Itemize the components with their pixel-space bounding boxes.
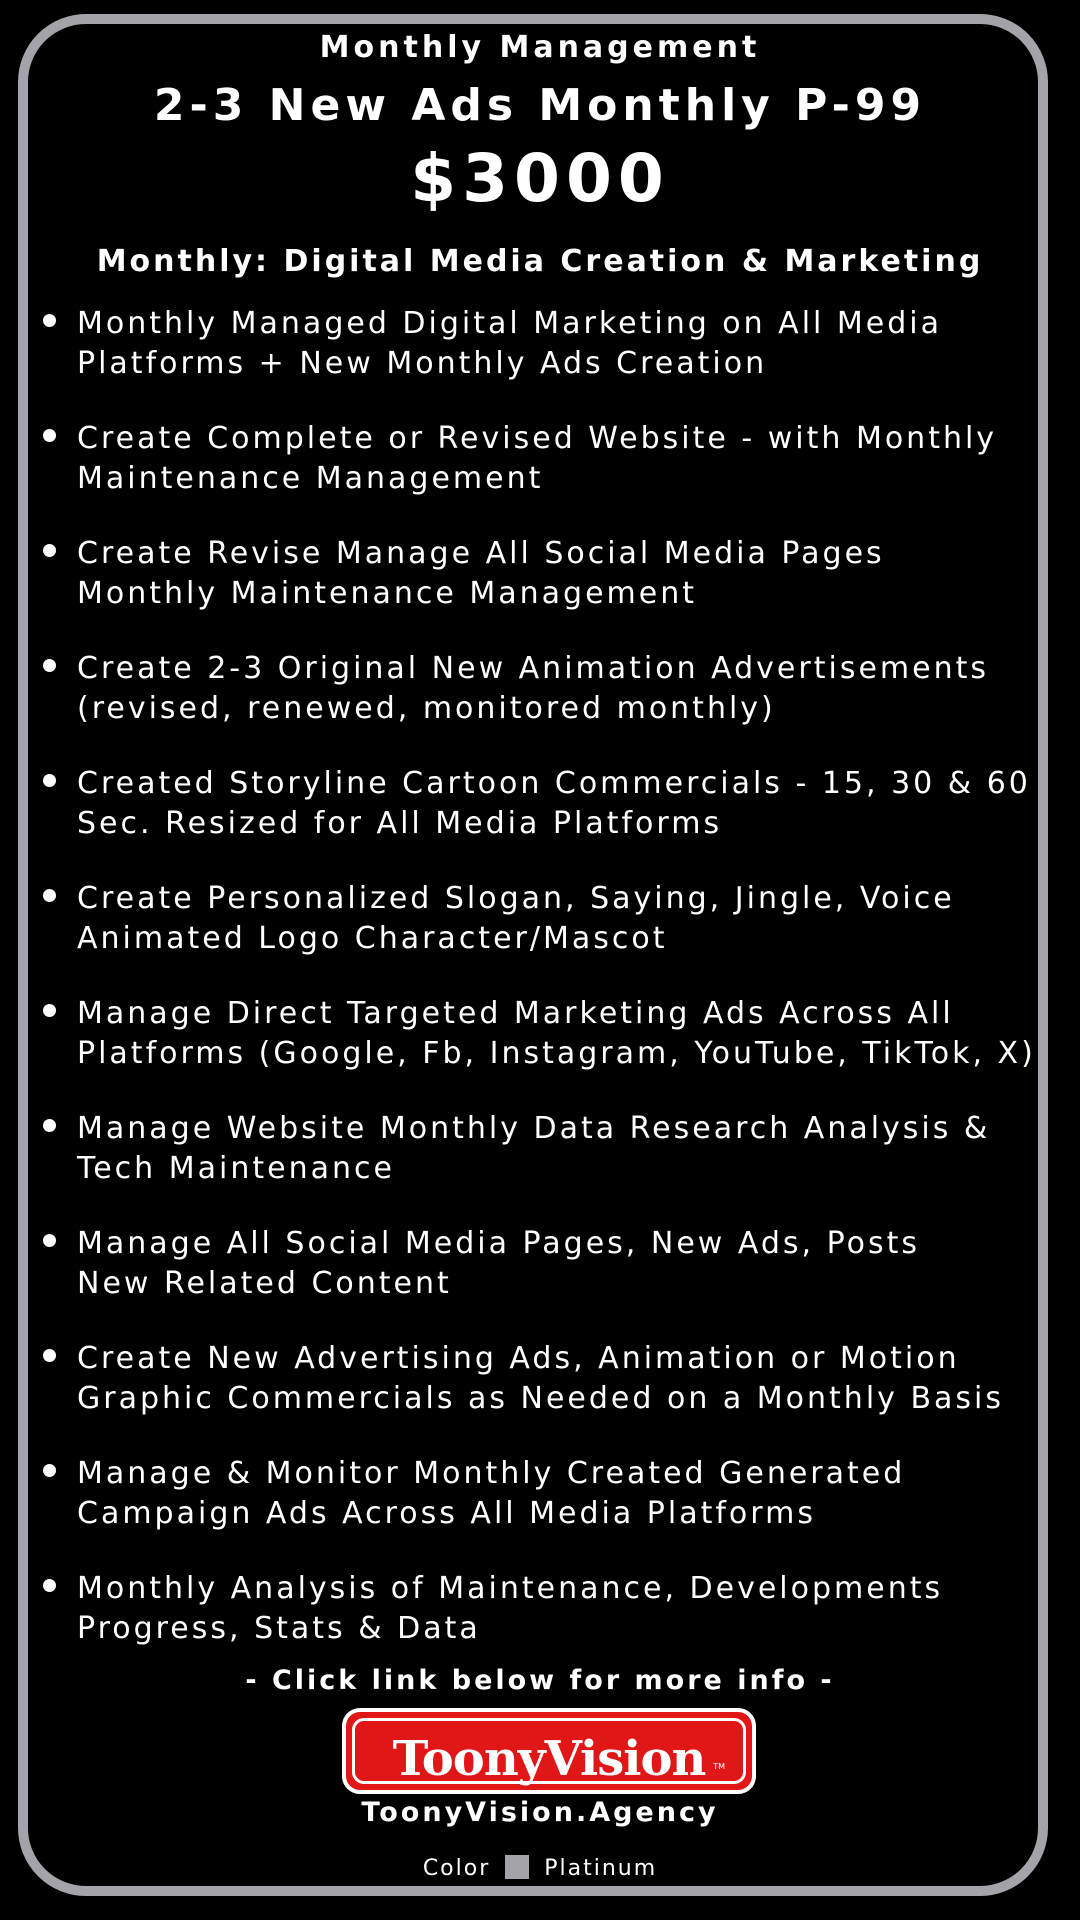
feature-item-advertising-ads	[40, 1339, 1050, 1454]
feature-line: Created Storyline Cartoon Commercials - 15, 30 & 60	[77, 766, 1031, 801]
logo-wordmark: ToonyVision	[392, 1731, 706, 1787]
trademark-mark: TM	[713, 1762, 725, 1771]
plan-subheading: Monthly: Digital Media Creation & Marketing	[96, 244, 984, 279]
feature-line: Tech Maintenance	[77, 1151, 395, 1186]
feature-line: Sec. Resized for All Media Platforms	[77, 806, 723, 841]
bullet-icon	[43, 1119, 56, 1132]
feature-line: Monthly Managed Digital Marketing on All Media	[77, 306, 943, 341]
feature-line: Monthly Maintenance Management	[77, 576, 698, 611]
logo-inner-border	[352, 1718, 746, 1787]
feature-line: Progress, Stats & Data	[77, 1611, 481, 1646]
feature-line: Maintenance Management	[77, 461, 544, 496]
feature-line: Animated Logo Character/Mascot	[77, 921, 668, 956]
feature-line: Platforms + New Monthly Ads Creation	[77, 346, 768, 381]
feature-line: New Related Content	[77, 1266, 452, 1301]
toonyvision-logo[interactable]	[342, 1708, 756, 1794]
feature-line: Manage All Social Media Pages, New Ads, Posts	[77, 1226, 920, 1261]
bullet-icon	[43, 429, 56, 442]
feature-item-campaign-monitoring	[40, 1454, 1050, 1569]
feature-line: Monthly Analysis of Maintenance, Developments	[77, 1571, 944, 1606]
feature-item-digital-marketing	[40, 304, 1050, 419]
plan-price: $3000	[410, 140, 670, 217]
feature-line: Create Complete or Revised Website - with Monthly	[77, 421, 998, 456]
bullet-icon	[43, 889, 56, 902]
more-info-cta: - Click link below for more info -	[245, 1665, 835, 1696]
feature-line: (revised, renewed, monitored monthly)	[77, 691, 776, 726]
plan-headline: 2-3 New Ads Monthly P-99	[153, 80, 927, 131]
feature-item-social-pages	[40, 534, 1050, 649]
bullet-icon	[43, 774, 56, 787]
color-footer	[0, 1855, 1080, 1881]
feature-line: Manage Direct Targeted Marketing Ads Across All	[77, 996, 954, 1031]
feature-line: Create New Advertising Ads, Animation or Motion	[77, 1341, 960, 1376]
feature-item-slogan-mascot	[40, 879, 1050, 994]
bullet-icon	[43, 1579, 56, 1592]
feature-item-animation-ads	[40, 649, 1050, 764]
bullet-icon	[43, 1349, 56, 1362]
bullet-icon	[43, 544, 56, 557]
feature-item-social-content	[40, 1224, 1050, 1339]
feature-line: Manage & Monitor Monthly Created Generated	[77, 1456, 906, 1491]
color-label: Color	[422, 1856, 491, 1881]
feature-line: Create Revise Manage All Social Media Pages	[77, 536, 885, 571]
agency-domain-link[interactable]: ToonyVision.Agency	[361, 1797, 719, 1828]
bullet-icon	[43, 314, 56, 327]
feature-item-website	[40, 419, 1050, 534]
feature-list	[40, 304, 1050, 1684]
plan-eyebrow: Monthly Management	[319, 30, 761, 65]
bullet-icon	[43, 1004, 56, 1017]
bullet-icon	[43, 1464, 56, 1477]
color-name: Platinum	[544, 1856, 658, 1881]
bullet-icon	[43, 659, 56, 672]
feature-line: Manage Website Monthly Data Research Analysis &	[77, 1111, 991, 1146]
feature-line: Graphic Commercials as Needed on a Monthly Basis	[77, 1381, 1005, 1416]
platinum-color-swatch	[505, 1855, 529, 1879]
feature-line: Platforms (Google, Fb, Instagram, YouTube, TikTok, X)	[77, 1036, 1036, 1071]
feature-line: Create Personalized Slogan, Saying, Jingle, Voice	[77, 881, 955, 916]
feature-line: Create 2-3 Original New Animation Advertisements	[77, 651, 989, 686]
feature-item-website-analysis	[40, 1109, 1050, 1224]
bullet-icon	[43, 1234, 56, 1247]
feature-item-cartoon-commercials	[40, 764, 1050, 879]
feature-item-targeted-ads	[40, 994, 1050, 1109]
feature-line: Campaign Ads Across All Media Platforms	[77, 1496, 816, 1531]
